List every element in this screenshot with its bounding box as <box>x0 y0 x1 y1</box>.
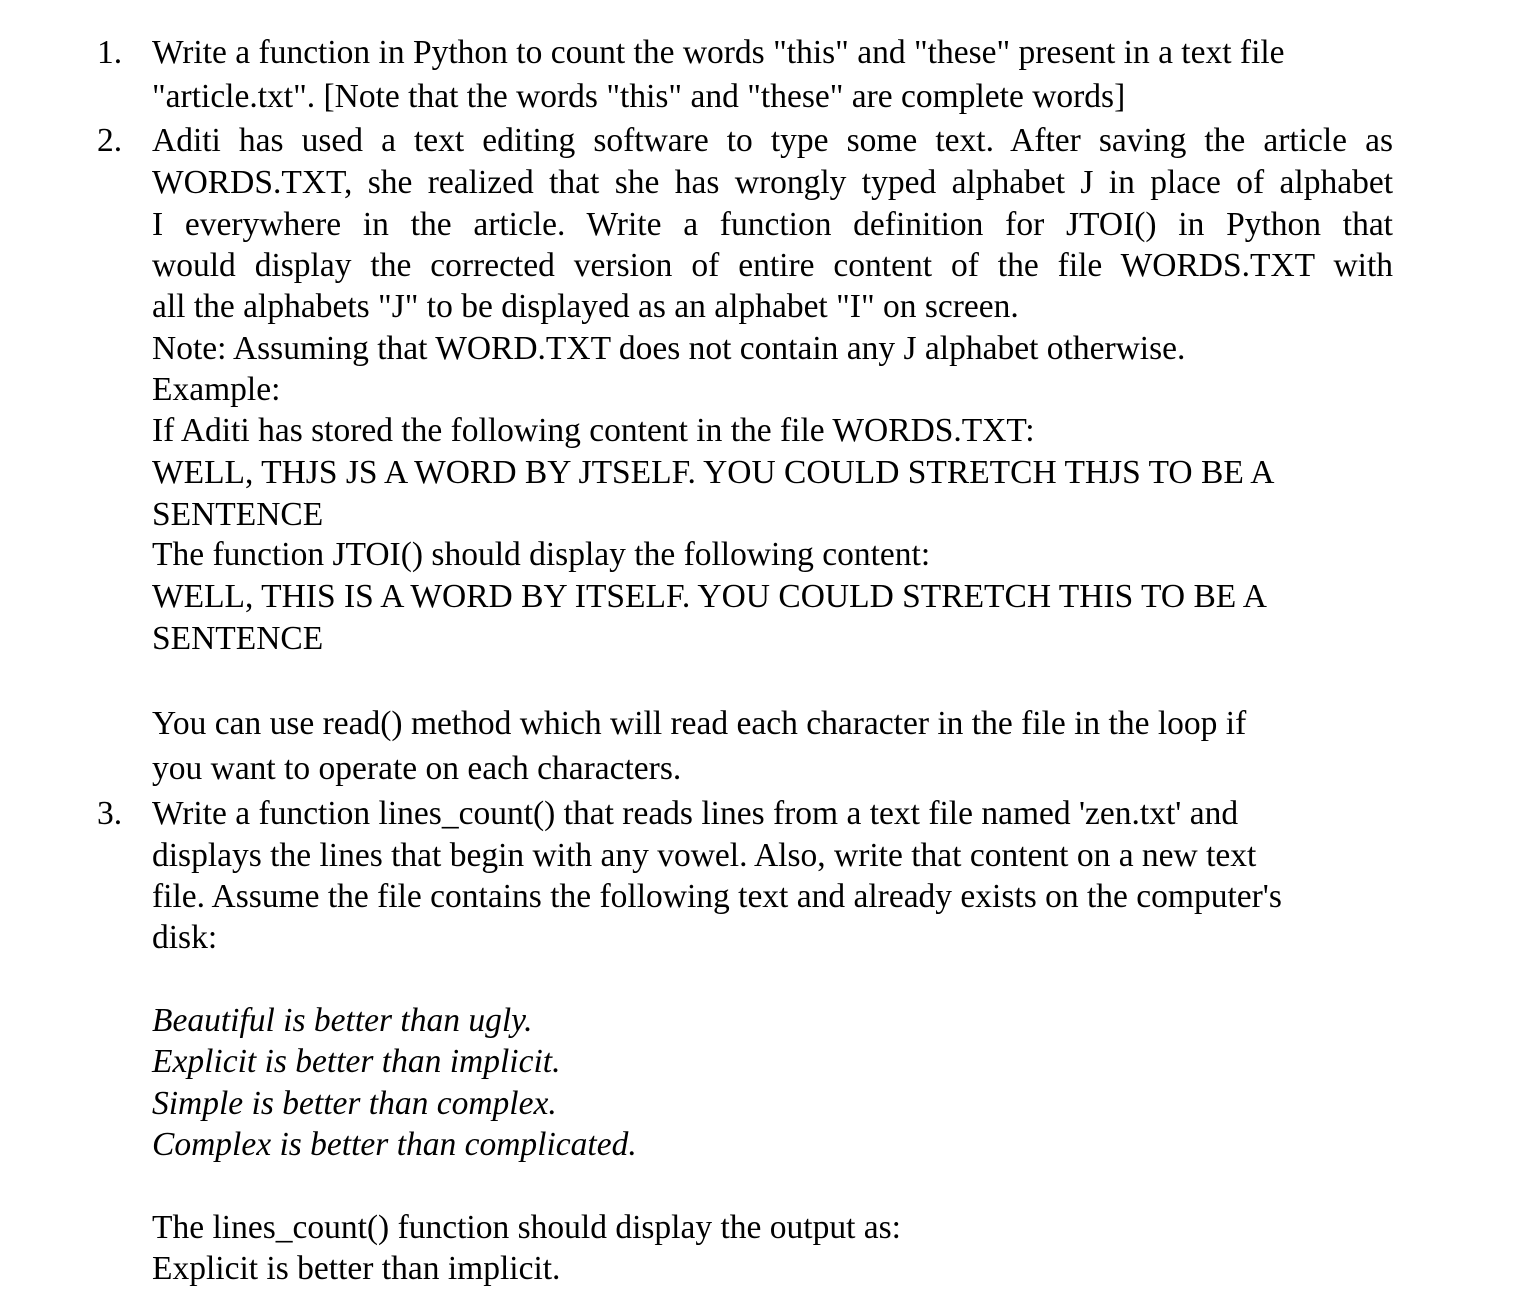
item-2-output-text-2: SENTENCE <box>152 620 324 657</box>
zen-line-1: Beautiful is better than ugly. <box>152 1002 533 1039</box>
item-2-line-4: would display the corrected version of entire content of the file WORDS.TXT with <box>152 247 1393 284</box>
item-2-input-text-2: SENTENCE <box>152 496 324 533</box>
zen-line-4: Complex is better than complicated. <box>152 1126 637 1163</box>
item-2-example-intro: If Aditi has stored the following content in the file WORDS.TXT: <box>152 412 1035 449</box>
item-2-output-text-1: WELL, THIS IS A WORD BY ITSELF. YOU COULD STRETCH THIS TO BE A <box>152 578 1267 615</box>
item-1-line-2: "article.txt". [Note that the words "this" and "these" are complete words] <box>152 78 1126 115</box>
item-2-hint-1: You can use read() method which will read each character in the file in the loop if <box>152 705 1247 742</box>
item-1-number: 1. <box>97 34 123 71</box>
item-3-line-4: disk: <box>152 919 218 956</box>
item-2-line-5: all the alphabets "J" to be displayed as an alphabet "I" on screen. <box>152 288 1019 325</box>
item-2-hint-2: you want to operate on each characters. <box>152 750 682 787</box>
item-2-example-label: Example: <box>152 371 281 408</box>
item-2-number: 2. <box>97 122 123 159</box>
item-2-note: Note: Assuming that WORD.TXT does not contain any J alphabet otherwise. <box>152 330 1186 367</box>
item-3-line-2: displays the lines that begin with any vowel. Also, write that content on a new text <box>152 837 1257 874</box>
zen-line-2: Explicit is better than implicit. <box>152 1043 561 1080</box>
zen-line-3: Simple is better than complex. <box>152 1085 557 1122</box>
item-3-output-intro: The lines_count() function should display the output as: <box>152 1209 901 1246</box>
item-1-line-1: Write a function in Python to count the words "this" and "these" present in a text file <box>152 34 1285 71</box>
item-3-number: 3. <box>97 795 123 832</box>
item-2-line-2: WORDS.TXT, she realized that she has wrongly typed alphabet J in place of alphabet <box>152 164 1393 201</box>
item-3-output-line: Explicit is better than implicit. <box>152 1250 561 1287</box>
item-3-line-1: Write a function lines_count() that reads lines from a text file named 'zen.txt' and <box>152 795 1239 832</box>
item-2-input-text-1: WELL, THJS JS A WORD BY JTSELF. YOU COULD STRETCH THJS TO BE A <box>152 454 1275 491</box>
item-2-line-1: Aditi has used a text editing software to type some text. After saving the article as <box>152 122 1393 159</box>
item-3-line-3: file. Assume the file contains the following text and already exists on the computer's <box>152 878 1282 915</box>
item-2-line-3: I everywhere in the article. Write a function definition for JTOI() in Python that <box>152 206 1393 243</box>
item-2-output-intro: The function JTOI() should display the following content: <box>152 536 931 573</box>
